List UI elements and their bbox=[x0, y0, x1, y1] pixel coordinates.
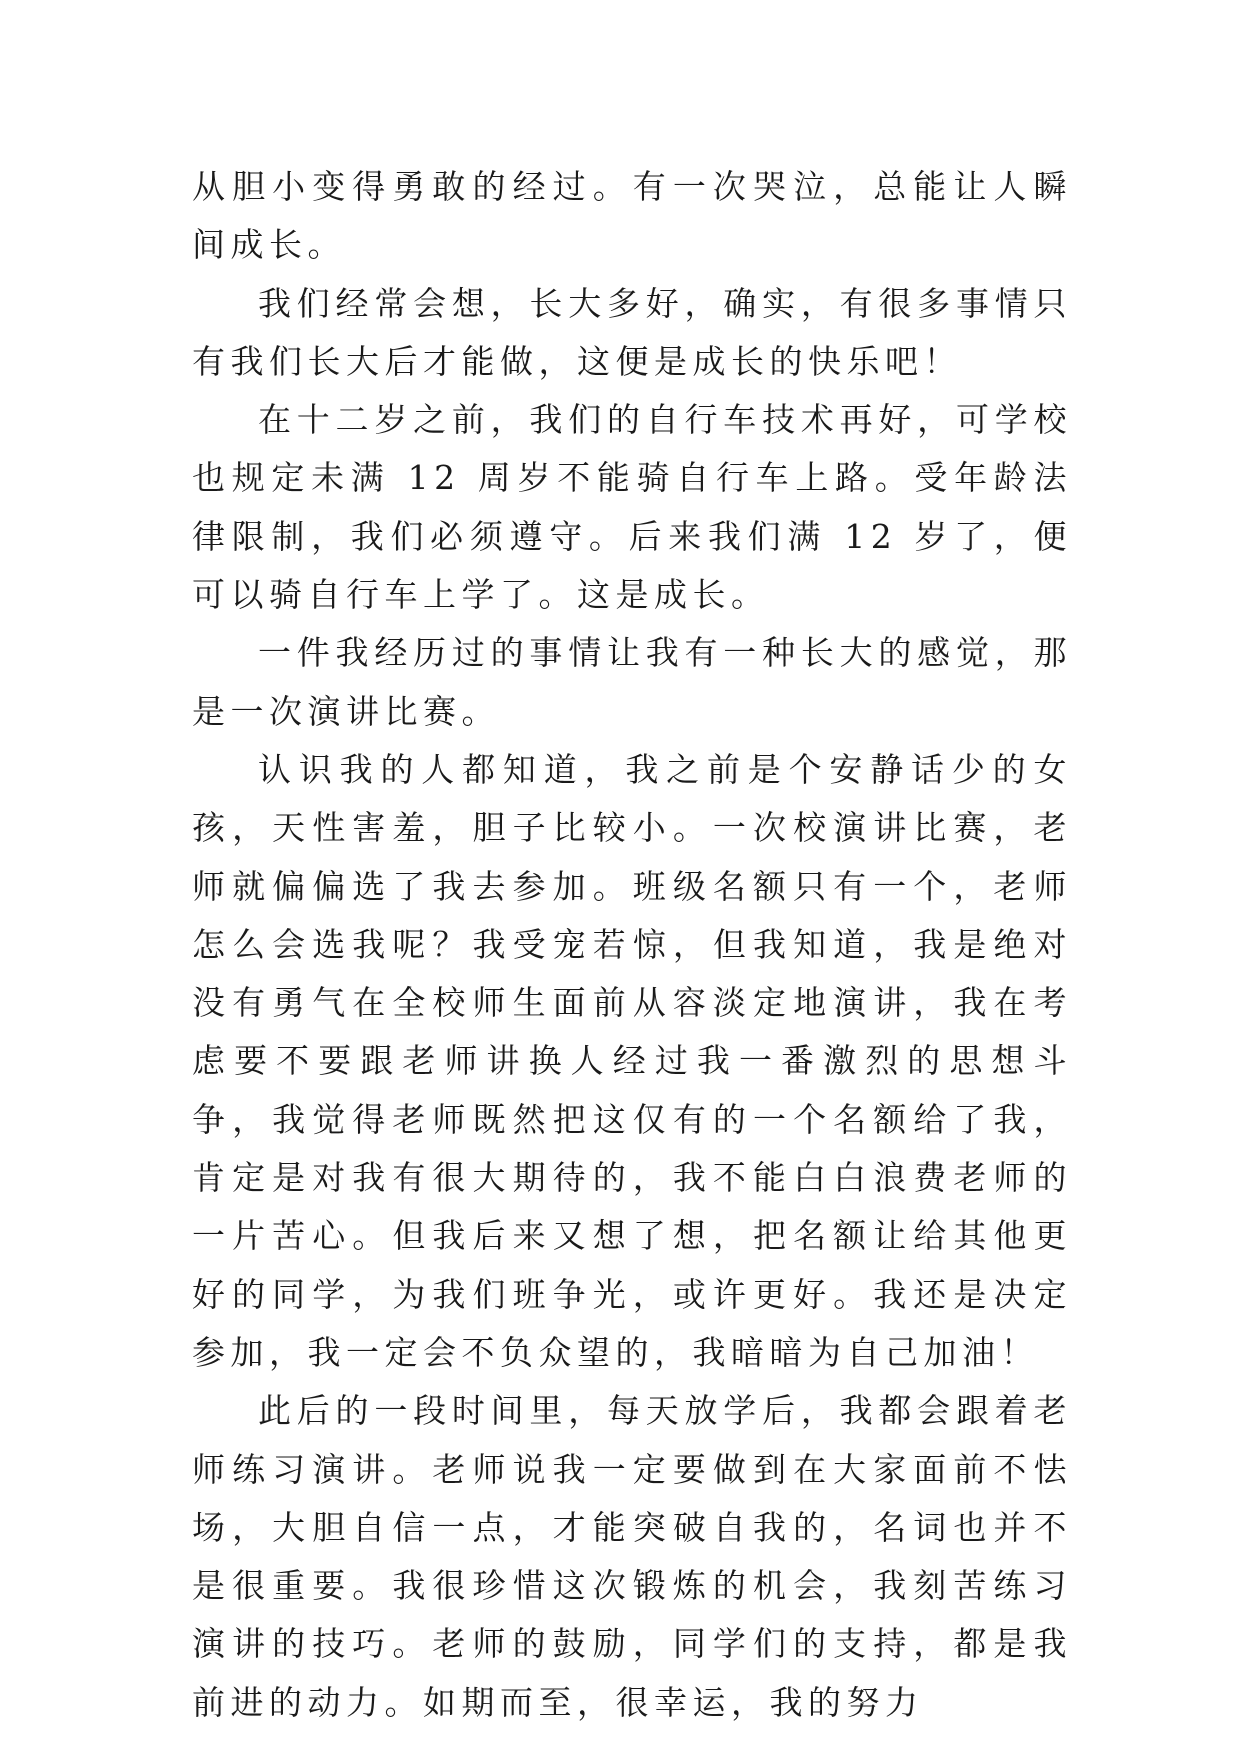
document-body bbox=[192, 158, 1072, 1732]
paragraph-5: 认识我的人都知道，我之前是个安静话少的女孩，天性害羞，胆子比较小。一次校演讲比赛，老师就偏偏选了我去参加。班级名额只有一个，老师怎么会选我呢？我受宠若惊，但我知道，我是绝对没有勇气在全校师生面前从容淡定地演讲，我在考虑要不要跟老师讲换人经过我一番激烈的思想斗争，我觉得老师既然把这仅有的一个名额给了我，肯定是对我有很大期待的，我不能白白浪费老师的一片苦心。但我后来又想了想，把名额让给其他更好的同学，为我们班争光，或许更好。我还是决定参加，我一定会不负众望的，我暗暗为自己加油！ bbox=[192, 749, 1072, 1372]
paragraph-3: 在十二岁之前，我们的自行车技术再好，可学校也规定未满 12 周岁不能骑自行车上路。受年龄法律限制，我们必须遵守。后来我们满 12 岁了，便可以骑自行车上学了。这是成长。 bbox=[192, 400, 1072, 615]
paragraph-2: 我们经常会想，长大多好，确实，有很多事情只有我们长大后才能做，这便是成长的快乐吧！ bbox=[192, 283, 1072, 381]
paragraph-4: 一件我经历过的事情让我有一种长大的感觉，那是一次演讲比赛。 bbox=[192, 633, 1072, 731]
paragraph-1: 从胆小变得勇敢的经过。有一次哭泣，总能让人瞬间成长。 bbox=[192, 167, 1072, 265]
paragraph-6: 此后的一段时间里，每天放学后，我都会跟着老师练习演讲。老师说我一定要做到在大家面前不怯场，大胆自信一点，才能突破自我的，名词也并不是很重要。我很珍惜这次锻炼的机会，我刻苦练习演讲的技巧。老师的鼓励，同学们的支持，都是我前进的动力。如期而至，很幸运，我的努力 bbox=[192, 1391, 1072, 1722]
